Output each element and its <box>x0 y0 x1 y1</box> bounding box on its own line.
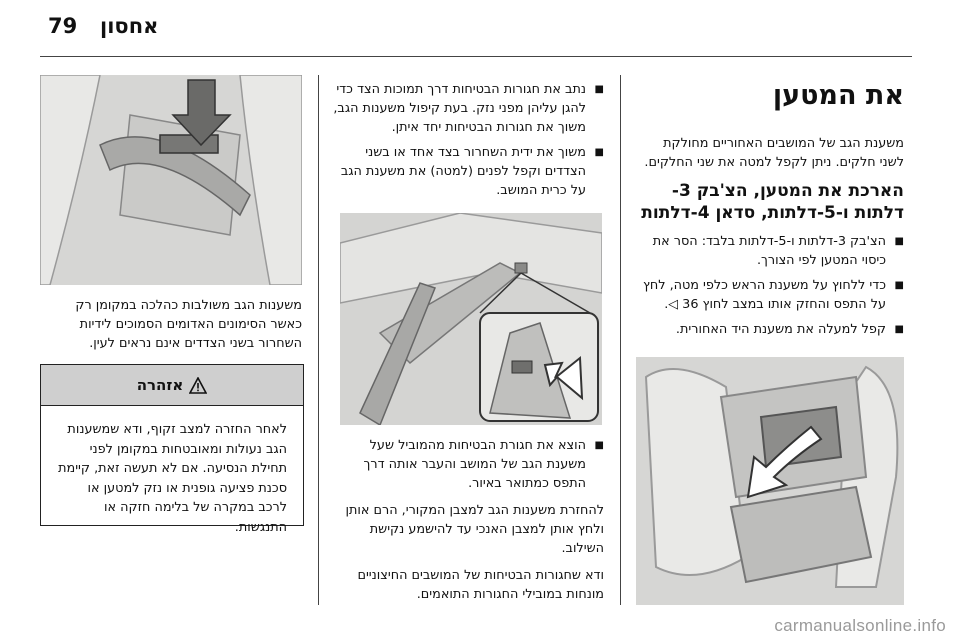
list-item: ■ קפל למעלה את משענת היד האחורית. <box>636 320 904 339</box>
belt-check-paragraph: ודא שחגורות הבטיחות של המושבים החיצוניים מונחות במובילי החגורות התואמים. <box>357 568 604 602</box>
section-title: את המטען <box>772 80 904 111</box>
right-column <box>636 80 904 347</box>
armrest-drawing <box>636 357 904 605</box>
middle-bullet-list-bottom <box>332 436 604 493</box>
latch-drawing <box>40 75 302 285</box>
running-title: אחסון <box>100 14 159 38</box>
belt-routing-illustration <box>340 213 602 425</box>
page-number: 79 <box>48 14 78 38</box>
list-item: ■ הצ'בק 3-דלתות ו-5-דלתות בלבד: הסר את כיסוי המטען לפי הצורך. <box>636 232 904 270</box>
belt-routing-drawing <box>340 213 602 425</box>
left-column <box>40 296 302 361</box>
right-bullet-list <box>636 232 904 339</box>
intro-paragraph: משענת הגב של המושבים האחוריים מחולקת לשני חלקים. ניתן לקפל למטה את שני החלקים. <box>644 136 904 170</box>
middle-bullet-list-top <box>332 80 604 200</box>
list-item: ■ כדי ללחוץ על משענת הראש כלפי מטה, לחץ על התפס והחזק אותו במצב לחוץ 36 ◁. <box>636 276 904 314</box>
warning-title: אזהרה <box>136 376 184 394</box>
list-item: ■ משוך את ידית השחרור בצד אחד או בשני הצדדים וקפל לפנים (למטה) את משענת הגב על כרית המושב. <box>332 143 604 200</box>
warning-text: לאחר החזרה למצב זקוף, ודא שמשענות הגב נעולות ומאובטחות במקומן לפני תחילת הנסיעה. אם לא תעשה זאת, קיימת סכנת פציעה גופנית או נזק למטען או לרכב במקרה של בלימה חזקה או התנגשות. <box>58 422 287 535</box>
warning-box <box>40 364 304 535</box>
figure-caption: משענות הגב משולבות כהלכה במקומן רק כאשר הסימונים האדומים הסמוכים לידיות השחרור בשני הצדדים אינם נראים לעין. <box>75 298 302 351</box>
list-item: ■ הוצא את חגורת הבטיחות מהמוביל שעל משענת הגב של המושב והעבר אותה דרך התפס כמתואר באיור. <box>332 436 604 493</box>
latch-illustration <box>40 75 302 285</box>
column-divider-left <box>318 75 319 605</box>
subsection-heading: הארכת את המטען, הצ'בק 3-דלתות ו-5-דלתות, סדאן 4-דלתות <box>641 181 904 223</box>
header-rule <box>40 56 912 57</box>
armrest-illustration <box>636 357 904 605</box>
column-divider-right <box>620 75 621 605</box>
restore-paragraph: להחזרת משענות הגב למצבן המקורי, הרם אותן ולחץ אותן למצבן האנכי עד להישמע נקישת השילוב. <box>345 503 604 556</box>
middle-column-lower <box>332 436 604 612</box>
middle-column <box>332 80 604 208</box>
list-item: ■ נתב את חגורות הבטיחות דרך תמוכות הצד כדי להגן עליהן מפני נזק. בעת קיפול משענות הגב, משוך את חגורות הבטיחות יחד איתן. <box>332 80 604 137</box>
warning-triangle-icon <box>189 377 207 394</box>
watermark: carmanualsonline.info <box>774 616 946 635</box>
warning-header <box>41 365 303 406</box>
